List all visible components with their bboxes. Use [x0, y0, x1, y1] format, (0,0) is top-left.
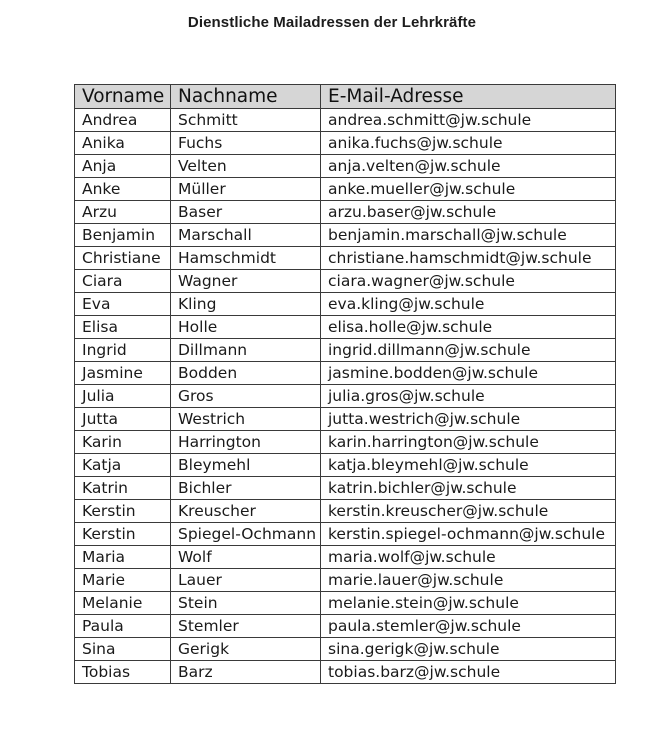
- first-name-cell: Anika: [75, 132, 171, 155]
- email-cell: sina.gerigk@jw.schule: [321, 638, 616, 661]
- email-cell: tobias.barz@jw.schule: [321, 661, 616, 684]
- email-cell: ingrid.dillmann@jw.schule: [321, 339, 616, 362]
- first-name-cell: Anja: [75, 155, 171, 178]
- first-name-cell: Benjamin: [75, 224, 171, 247]
- table-row: [75, 224, 616, 247]
- page-title: Dienstliche Mailadressen der Lehrkräfte: [187, 14, 477, 31]
- last-name-cell: Bichler: [171, 477, 321, 500]
- first-name-cell: Sina: [75, 638, 171, 661]
- email-cell: katrin.bichler@jw.schule: [321, 477, 616, 500]
- email-cell: andrea.schmitt@jw.schule: [321, 109, 616, 132]
- last-name-cell: Müller: [171, 178, 321, 201]
- column-header-email: E-Mail-Adresse: [321, 85, 616, 109]
- email-cell: kerstin.spiegel-ochmann@jw.schule: [321, 523, 616, 546]
- first-name-cell: Karin: [75, 431, 171, 454]
- first-name-cell: Kerstin: [75, 500, 171, 523]
- email-cell: jutta.westrich@jw.schule: [321, 408, 616, 431]
- table-row: [75, 638, 616, 661]
- table-row: [75, 201, 616, 224]
- last-name-cell: Bodden: [171, 362, 321, 385]
- table-row: [75, 454, 616, 477]
- first-name-cell: Melanie: [75, 592, 171, 615]
- table-row: [75, 155, 616, 178]
- first-name-cell: Andrea: [75, 109, 171, 132]
- first-name-cell: Katja: [75, 454, 171, 477]
- table-row: [75, 592, 616, 615]
- first-name-cell: Katrin: [75, 477, 171, 500]
- last-name-cell: Westrich: [171, 408, 321, 431]
- table-header-row: [75, 85, 616, 109]
- table-row: [75, 546, 616, 569]
- last-name-cell: Kling: [171, 293, 321, 316]
- last-name-cell: Wagner: [171, 270, 321, 293]
- first-name-cell: Ciara: [75, 270, 171, 293]
- email-cell: kerstin.kreuscher@jw.schule: [321, 500, 616, 523]
- first-name-cell: Marie: [75, 569, 171, 592]
- table-row: [75, 385, 616, 408]
- email-cell: jasmine.bodden@jw.schule: [321, 362, 616, 385]
- email-cell: julia.gros@jw.schule: [321, 385, 616, 408]
- email-table: [74, 84, 616, 684]
- table-row: [75, 178, 616, 201]
- first-name-cell: Anke: [75, 178, 171, 201]
- first-name-cell: Jutta: [75, 408, 171, 431]
- email-cell: anke.mueller@jw.schule: [321, 178, 616, 201]
- table-row: [75, 270, 616, 293]
- first-name-cell: Jasmine: [75, 362, 171, 385]
- column-header-nachname: Nachname: [171, 85, 321, 109]
- email-cell: arzu.baser@jw.schule: [321, 201, 616, 224]
- column-header-vorname: Vorname: [75, 85, 171, 109]
- first-name-cell: Christiane: [75, 247, 171, 270]
- table-row: [75, 661, 616, 684]
- last-name-cell: Baser: [171, 201, 321, 224]
- first-name-cell: Arzu: [75, 201, 171, 224]
- first-name-cell: Maria: [75, 546, 171, 569]
- email-cell: karin.harrington@jw.schule: [321, 431, 616, 454]
- email-cell: melanie.stein@jw.schule: [321, 592, 616, 615]
- table-row: [75, 316, 616, 339]
- email-cell: anja.velten@jw.schule: [321, 155, 616, 178]
- table-row: [75, 109, 616, 132]
- email-cell: katja.bleymehl@jw.schule: [321, 454, 616, 477]
- first-name-cell: Elisa: [75, 316, 171, 339]
- last-name-cell: Marschall: [171, 224, 321, 247]
- email-cell: elisa.holle@jw.schule: [321, 316, 616, 339]
- first-name-cell: Eva: [75, 293, 171, 316]
- email-cell: marie.lauer@jw.schule: [321, 569, 616, 592]
- last-name-cell: Stein: [171, 592, 321, 615]
- table-row: [75, 408, 616, 431]
- email-cell: christiane.hamschmidt@jw.schule: [321, 247, 616, 270]
- email-cell: eva.kling@jw.schule: [321, 293, 616, 316]
- first-name-cell: Tobias: [75, 661, 171, 684]
- table-row: [75, 431, 616, 454]
- first-name-cell: Kerstin: [75, 523, 171, 546]
- last-name-cell: Gerigk: [171, 638, 321, 661]
- last-name-cell: Hamschmidt: [171, 247, 321, 270]
- last-name-cell: Fuchs: [171, 132, 321, 155]
- table-row: [75, 293, 616, 316]
- last-name-cell: Wolf: [171, 546, 321, 569]
- last-name-cell: Stemler: [171, 615, 321, 638]
- table-row: [75, 132, 616, 155]
- table-row: [75, 362, 616, 385]
- first-name-cell: Ingrid: [75, 339, 171, 362]
- first-name-cell: Paula: [75, 615, 171, 638]
- last-name-cell: Spiegel-Ochmann: [171, 523, 321, 546]
- table-row: [75, 339, 616, 362]
- last-name-cell: Kreuscher: [171, 500, 321, 523]
- last-name-cell: Velten: [171, 155, 321, 178]
- last-name-cell: Harrington: [171, 431, 321, 454]
- table-row: [75, 500, 616, 523]
- table-row: [75, 523, 616, 546]
- email-cell: ciara.wagner@jw.schule: [321, 270, 616, 293]
- last-name-cell: Barz: [171, 661, 321, 684]
- last-name-cell: Schmitt: [171, 109, 321, 132]
- table-body: [75, 109, 616, 684]
- table-row: [75, 615, 616, 638]
- first-name-cell: Julia: [75, 385, 171, 408]
- last-name-cell: Dillmann: [171, 339, 321, 362]
- table-row: [75, 247, 616, 270]
- email-cell: maria.wolf@jw.schule: [321, 546, 616, 569]
- table-row: [75, 569, 616, 592]
- last-name-cell: Holle: [171, 316, 321, 339]
- last-name-cell: Lauer: [171, 569, 321, 592]
- email-cell: paula.stemler@jw.schule: [321, 615, 616, 638]
- email-cell: benjamin.marschall@jw.schule: [321, 224, 616, 247]
- email-cell: anika.fuchs@jw.schule: [321, 132, 616, 155]
- last-name-cell: Gros: [171, 385, 321, 408]
- table-row: [75, 477, 616, 500]
- last-name-cell: Bleymehl: [171, 454, 321, 477]
